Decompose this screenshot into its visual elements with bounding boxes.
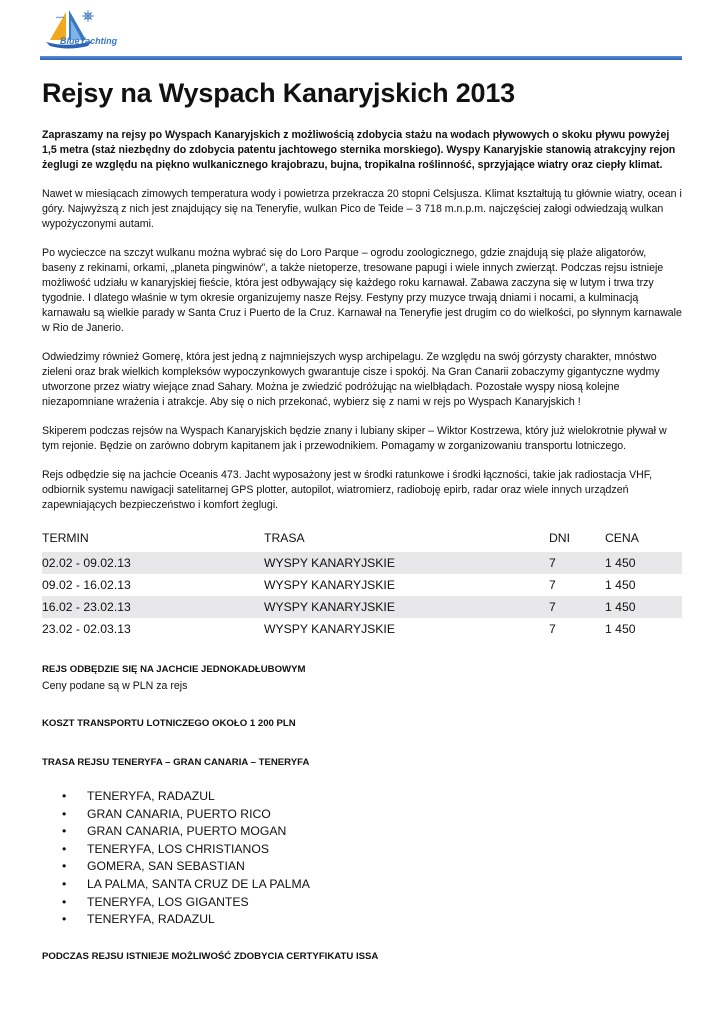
blueyachting-logo bbox=[42, 8, 152, 54]
cell-dni: 7 bbox=[549, 622, 556, 636]
islands-paragraph: Odwiedzimy również Gomerę, która jest jedną z najmniejszych wysp archipelagu. Ze względu na swój górzysty charakter, mnóstwo zieleni oraz brak wielkich kompleksów wypoczynkowych gwarantuje cisze i spokój. Na Gran Canarii zobaczymy gigantyczne wydmy utworzone przez wiatry wiejące znad Sahary. Można je zwiedzić podróżując na wielbłądach. Pozostałe wyspy niosą kolejne niezapomniane wrażenia i atrakcje. Aby się o nich przekonać, wybierz się z nami w rejs po Wyspach Kanaryjskich ! bbox=[42, 351, 660, 408]
page-header bbox=[40, 8, 682, 58]
cell-cena: 1 450 bbox=[605, 578, 636, 592]
intro-paragraph: Zapraszamy na rejsy po Wyspach Kanaryjskich z możliwością zdobycia stażu na wodach pływowych o skoku pływu powyżej 1,5 metra (staż niezbędny do zdobycia patentu jachtowego sternika morskiego). Wyspy Kanaryjskie stanowią atrakcyjny rejon żeglugi ze względu na piękno wulkanicznego krajobrazu, bujna, tropikalna roślinność, sprzyjające wiatry oraz ciepły klimat. bbox=[42, 129, 676, 171]
list-item: • LA PALMA, SANTA CRUZ DE LA PALMA bbox=[42, 876, 682, 894]
table-row bbox=[42, 574, 682, 596]
cell-termin: 02.02 - 09.02.13 bbox=[42, 552, 264, 574]
transport-cost-note: KOSZT TRANSPORTU LOTNICZEGO OKOŁO 1 200 PLN bbox=[42, 718, 296, 729]
cell-termin: 16.02 - 23.02.13 bbox=[42, 596, 264, 618]
attractions-paragraph: Po wycieczce na szczyt wulkanu można wybrać się do Loro Parque – ogrodu zoologicznego, gdzie znajdują się plaże aligatorów, baseny z rekinami, orkami, „planeta pingwinów”, a także nietoperze, tresowane papugi i wiele innych zwierząt. Podczas rejsu istnieje możliwość udziału w kanaryjskiej fieście, która jest odbywający się każdego roku karnawał. Zabawa zaczyna się w lutym i trwa trzy tygodnie. I dlatego właśnie w tym okresie organizujemy nasze Rejsy. Festyny przy muzyce trwają dniami i nocami, a kulminacją karnawału są wielkie parady w Santa Cruz i Puerto de la Cruz. Karnawał na Teneryfie jest drugim co do wielkości, po słynnym karnawale w Rio de Janerio. bbox=[42, 247, 682, 334]
cell-trasa: WYSPY KANARYJSKIE bbox=[264, 596, 549, 618]
page-title: Rejsy na Wyspach Kanaryjskich 2013 bbox=[42, 78, 515, 108]
cell-cena: 1 450 bbox=[605, 596, 682, 618]
climate-paragraph: Nawet w miesiącach zimowych temperatura wody i powietrza przekracza 20 stopni Celsjusza. Klimat kształtują tu głównie wiatry, ocean i góry. Najwyższą z nich jest znajdujący się na Teneryfie, wulkan Pico de Teide – 3 718 m.n.p.m. najczęściej załogi odwiedzają wulkan wypożyczonymi autami. bbox=[42, 188, 682, 230]
header-dni: DNI bbox=[549, 531, 570, 545]
cell-trasa: WYSPY KANARYJSKIE bbox=[264, 622, 395, 636]
list-item: • TENERYFA, RADAZUL bbox=[42, 911, 682, 929]
cell-dni: 7 bbox=[549, 596, 605, 618]
header-termin: TERMIN bbox=[42, 531, 89, 545]
cell-dni: 7 bbox=[549, 578, 556, 592]
list-item: • GRAN CANARIA, PUERTO RICO bbox=[42, 806, 682, 824]
header-trasa: TRASA bbox=[264, 531, 305, 545]
cell-dni: 7 bbox=[549, 552, 605, 574]
logo-text: BlueYachting bbox=[60, 36, 118, 46]
list-item: • TENERYFA, LOS GIGANTES bbox=[42, 894, 682, 912]
price-note: Ceny podane są w PLN za rejs bbox=[42, 680, 188, 692]
cell-trasa: WYSPY KANARYJSKIE bbox=[264, 552, 549, 574]
skipper-paragraph: Skiperem podczas rejsów na Wyspach Kanaryjskich będzie znany i lubiany skiper – Wiktor Kostrzewa, który już wielokrotnie pływał w tym rejonie. Będzie on zarówno dobrym kapitanem jak i przewodnikiem. Pomagamy w zorganizowaniu transportu lotniczego. bbox=[42, 425, 667, 452]
cell-cena: 1 450 bbox=[605, 552, 682, 574]
document-body bbox=[42, 128, 682, 964]
table-row bbox=[42, 596, 682, 618]
cell-cena: 1 450 bbox=[605, 622, 636, 636]
list-item: • TENERYFA, LOS CHRISTIANOS bbox=[42, 841, 682, 859]
yacht-paragraph: Rejs odbędzie się na jachcie Oceanis 473. Jacht wyposażony jest w środki ratunkowe i środki łączności, takie jak radiostacja VHF, odbiornik systemu nawigacji satelitarnej GPS plotter, autopilot, wiatromierz, radioboję epirb, radar oraz wiele innych urządzeń zapewniających bezpieczeństwo i komfort żeglugi. bbox=[42, 469, 653, 511]
cell-termin: 09.02 - 16.02.13 bbox=[42, 578, 131, 592]
table-row bbox=[42, 618, 682, 640]
header-divider bbox=[40, 56, 682, 60]
table-row bbox=[42, 552, 682, 574]
list-item: • TENERYFA, RADAZUL bbox=[42, 788, 682, 806]
list-item: • GRAN CANARIA, PUERTO MOGAN bbox=[42, 823, 682, 841]
table-header-row bbox=[42, 527, 682, 552]
header-cena: CENA bbox=[605, 531, 639, 545]
certificate-note: PODCZAS REJSU ISTNIEJE MOŻLIWOŚĆ ZDOBYCIA CERTYFIKATU ISSA bbox=[42, 950, 379, 962]
cell-termin: 23.02 - 02.03.13 bbox=[42, 622, 131, 636]
schedule-table bbox=[42, 527, 682, 640]
route-list bbox=[42, 788, 682, 929]
list-item: • GOMERA, SAN SEBASTIAN bbox=[42, 858, 682, 876]
cell-trasa: WYSPY KANARYJSKIE bbox=[264, 578, 395, 592]
yacht-note: REJS ODBĘDZIE SIĘ NA JACHCIE JEDNOKADŁUBOWYM bbox=[42, 664, 306, 675]
route-heading: TRASA REJSU TENERYFA – GRAN CANARIA – TENERYFA bbox=[42, 757, 310, 768]
sailboat-icon bbox=[42, 8, 152, 54]
